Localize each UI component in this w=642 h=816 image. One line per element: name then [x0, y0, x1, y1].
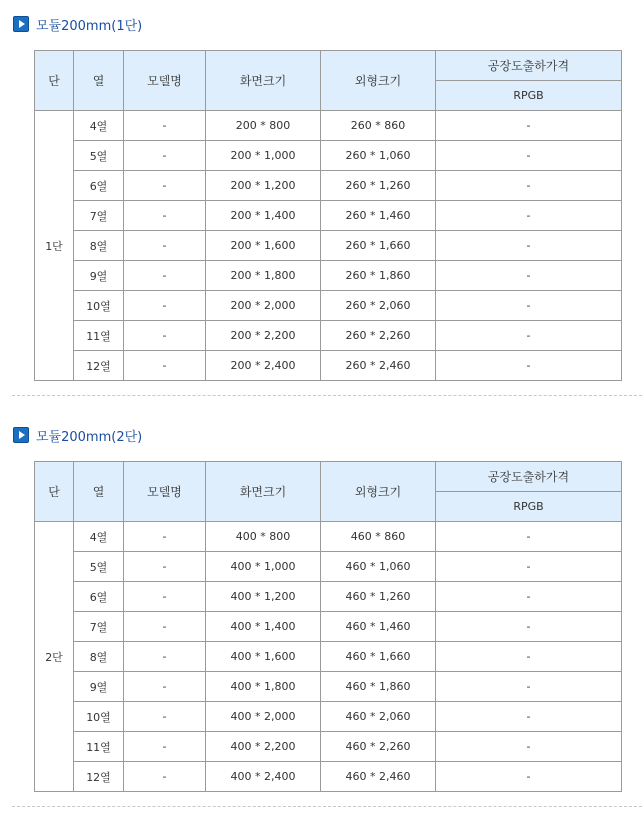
spec-table — [34, 461, 622, 792]
table-row — [35, 552, 622, 582]
cell-yeol: 4열 — [74, 111, 124, 141]
cell-yeol: 5열 — [74, 141, 124, 171]
cell-price: - — [436, 111, 622, 141]
cell-yeol: 12열 — [74, 762, 124, 792]
section-title — [13, 15, 142, 33]
cell-outer-size: 460 * 1,060 — [321, 552, 436, 582]
cell-yeol: 10열 — [74, 702, 124, 732]
cell-model: - — [124, 141, 206, 171]
cell-outer-size: 460 * 1,460 — [321, 612, 436, 642]
cell-price: - — [436, 732, 622, 762]
cell-yeol: 8열 — [74, 642, 124, 672]
cell-price: - — [436, 141, 622, 171]
header-screen-size: 화면크기 — [206, 462, 321, 522]
cell-outer-size: 260 * 2,060 — [321, 291, 436, 321]
cell-price: - — [436, 201, 622, 231]
header-price-sub: RPGB — [436, 81, 622, 111]
cell-outer-size: 260 * 2,460 — [321, 351, 436, 381]
table-row — [35, 111, 622, 141]
cell-outer-size: 260 * 1,060 — [321, 141, 436, 171]
cell-screen-size: 400 * 1,400 — [206, 612, 321, 642]
header-price: 공장도출하가격 — [436, 462, 622, 492]
cell-yeol: 9열 — [74, 672, 124, 702]
table-row — [35, 672, 622, 702]
cell-yeol: 9열 — [74, 261, 124, 291]
cell-screen-size: 200 * 1,600 — [206, 231, 321, 261]
table-body — [35, 522, 622, 792]
cell-yeol: 10열 — [74, 291, 124, 321]
header-screen-size: 화면크기 — [206, 51, 321, 111]
table-header-row — [35, 462, 622, 492]
cell-outer-size: 260 * 2,260 — [321, 321, 436, 351]
cell-model: - — [124, 171, 206, 201]
cell-outer-size: 460 * 1,660 — [321, 642, 436, 672]
table-row — [35, 702, 622, 732]
section-divider — [12, 806, 642, 807]
cell-price: - — [436, 552, 622, 582]
cell-model: - — [124, 261, 206, 291]
cell-outer-size: 260 * 1,860 — [321, 261, 436, 291]
cell-outer-size: 460 * 2,060 — [321, 702, 436, 732]
header-yeol: 열 — [74, 462, 124, 522]
cell-model: - — [124, 201, 206, 231]
cell-model: - — [124, 762, 206, 792]
table-row — [35, 612, 622, 642]
cell-screen-size: 200 * 1,200 — [206, 171, 321, 201]
cell-model: - — [124, 582, 206, 612]
table-row — [35, 762, 622, 792]
table-row — [35, 171, 622, 201]
cell-screen-size: 400 * 2,000 — [206, 702, 321, 732]
cell-screen-size: 200 * 800 — [206, 111, 321, 141]
cell-model: - — [124, 552, 206, 582]
play-icon — [13, 427, 29, 443]
cell-price: - — [436, 582, 622, 612]
cell-yeol: 8열 — [74, 231, 124, 261]
cell-price: - — [436, 702, 622, 732]
cell-outer-size: 260 * 1,660 — [321, 231, 436, 261]
cell-outer-size: 460 * 2,460 — [321, 762, 436, 792]
header-model: 모델명 — [124, 462, 206, 522]
section-title-text: 모듈200mm(2단) — [36, 429, 143, 445]
cell-outer-size: 460 * 860 — [321, 522, 436, 552]
cell-screen-size: 400 * 1,000 — [206, 552, 321, 582]
cell-price: - — [436, 231, 622, 261]
cell-screen-size: 400 * 1,200 — [206, 582, 321, 612]
cell-model: - — [124, 522, 206, 552]
header-model: 모델명 — [124, 51, 206, 111]
cell-model: - — [124, 321, 206, 351]
cell-dan: 2단 — [35, 522, 74, 792]
cell-price: - — [436, 351, 622, 381]
cell-screen-size: 400 * 1,600 — [206, 642, 321, 672]
cell-price: - — [436, 612, 622, 642]
cell-model: - — [124, 231, 206, 261]
cell-screen-size: 200 * 1,400 — [206, 201, 321, 231]
cell-yeol: 6열 — [74, 171, 124, 201]
cell-screen-size: 200 * 1,000 — [206, 141, 321, 171]
cell-yeol: 7열 — [74, 201, 124, 231]
cell-price: - — [436, 672, 622, 702]
header-price-sub: RPGB — [436, 492, 622, 522]
table-row — [35, 261, 622, 291]
section-title — [13, 426, 142, 444]
cell-yeol: 5열 — [74, 552, 124, 582]
header-yeol: 열 — [74, 51, 124, 111]
cell-model: - — [124, 702, 206, 732]
cell-dan: 1단 — [35, 111, 74, 381]
cell-screen-size: 400 * 2,400 — [206, 762, 321, 792]
cell-screen-size: 200 * 2,000 — [206, 291, 321, 321]
cell-price: - — [436, 642, 622, 672]
cell-price: - — [436, 522, 622, 552]
cell-price: - — [436, 291, 622, 321]
cell-yeol: 4열 — [74, 522, 124, 552]
cell-outer-size: 260 * 1,260 — [321, 171, 436, 201]
cell-model: - — [124, 732, 206, 762]
cell-yeol: 6열 — [74, 582, 124, 612]
table-header-row — [35, 51, 622, 81]
header-outer-size: 외형크기 — [321, 462, 436, 522]
cell-yeol: 11열 — [74, 732, 124, 762]
table-row — [35, 321, 622, 351]
cell-outer-size: 460 * 1,860 — [321, 672, 436, 702]
cell-screen-size: 400 * 1,800 — [206, 672, 321, 702]
table-body — [35, 111, 622, 381]
table-row — [35, 291, 622, 321]
table-row — [35, 582, 622, 612]
cell-model: - — [124, 642, 206, 672]
cell-price: - — [436, 261, 622, 291]
table-row — [35, 522, 622, 552]
table-row — [35, 141, 622, 171]
cell-outer-size: 460 * 2,260 — [321, 732, 436, 762]
section-divider — [12, 395, 642, 396]
cell-price: - — [436, 171, 622, 201]
table-row — [35, 351, 622, 381]
cell-model: - — [124, 291, 206, 321]
cell-outer-size: 260 * 860 — [321, 111, 436, 141]
cell-screen-size: 400 * 2,200 — [206, 732, 321, 762]
cell-model: - — [124, 111, 206, 141]
table-row — [35, 642, 622, 672]
header-dan: 단 — [35, 462, 74, 522]
header-dan: 단 — [35, 51, 74, 111]
table-row — [35, 231, 622, 261]
cell-outer-size: 460 * 1,260 — [321, 582, 436, 612]
cell-screen-size: 200 * 2,200 — [206, 321, 321, 351]
cell-yeol: 7열 — [74, 612, 124, 642]
cell-yeol: 11열 — [74, 321, 124, 351]
cell-yeol: 12열 — [74, 351, 124, 381]
play-icon — [13, 16, 29, 32]
header-price: 공장도출하가격 — [436, 51, 622, 81]
cell-screen-size: 400 * 800 — [206, 522, 321, 552]
cell-model: - — [124, 612, 206, 642]
cell-price: - — [436, 762, 622, 792]
cell-model: - — [124, 672, 206, 702]
spec-table — [34, 50, 622, 381]
header-outer-size: 외형크기 — [321, 51, 436, 111]
cell-screen-size: 200 * 2,400 — [206, 351, 321, 381]
table-row — [35, 732, 622, 762]
cell-price: - — [436, 321, 622, 351]
cell-outer-size: 260 * 1,460 — [321, 201, 436, 231]
table-row — [35, 201, 622, 231]
cell-model: - — [124, 351, 206, 381]
section-title-text: 모듈200mm(1단) — [36, 18, 143, 34]
cell-screen-size: 200 * 1,800 — [206, 261, 321, 291]
